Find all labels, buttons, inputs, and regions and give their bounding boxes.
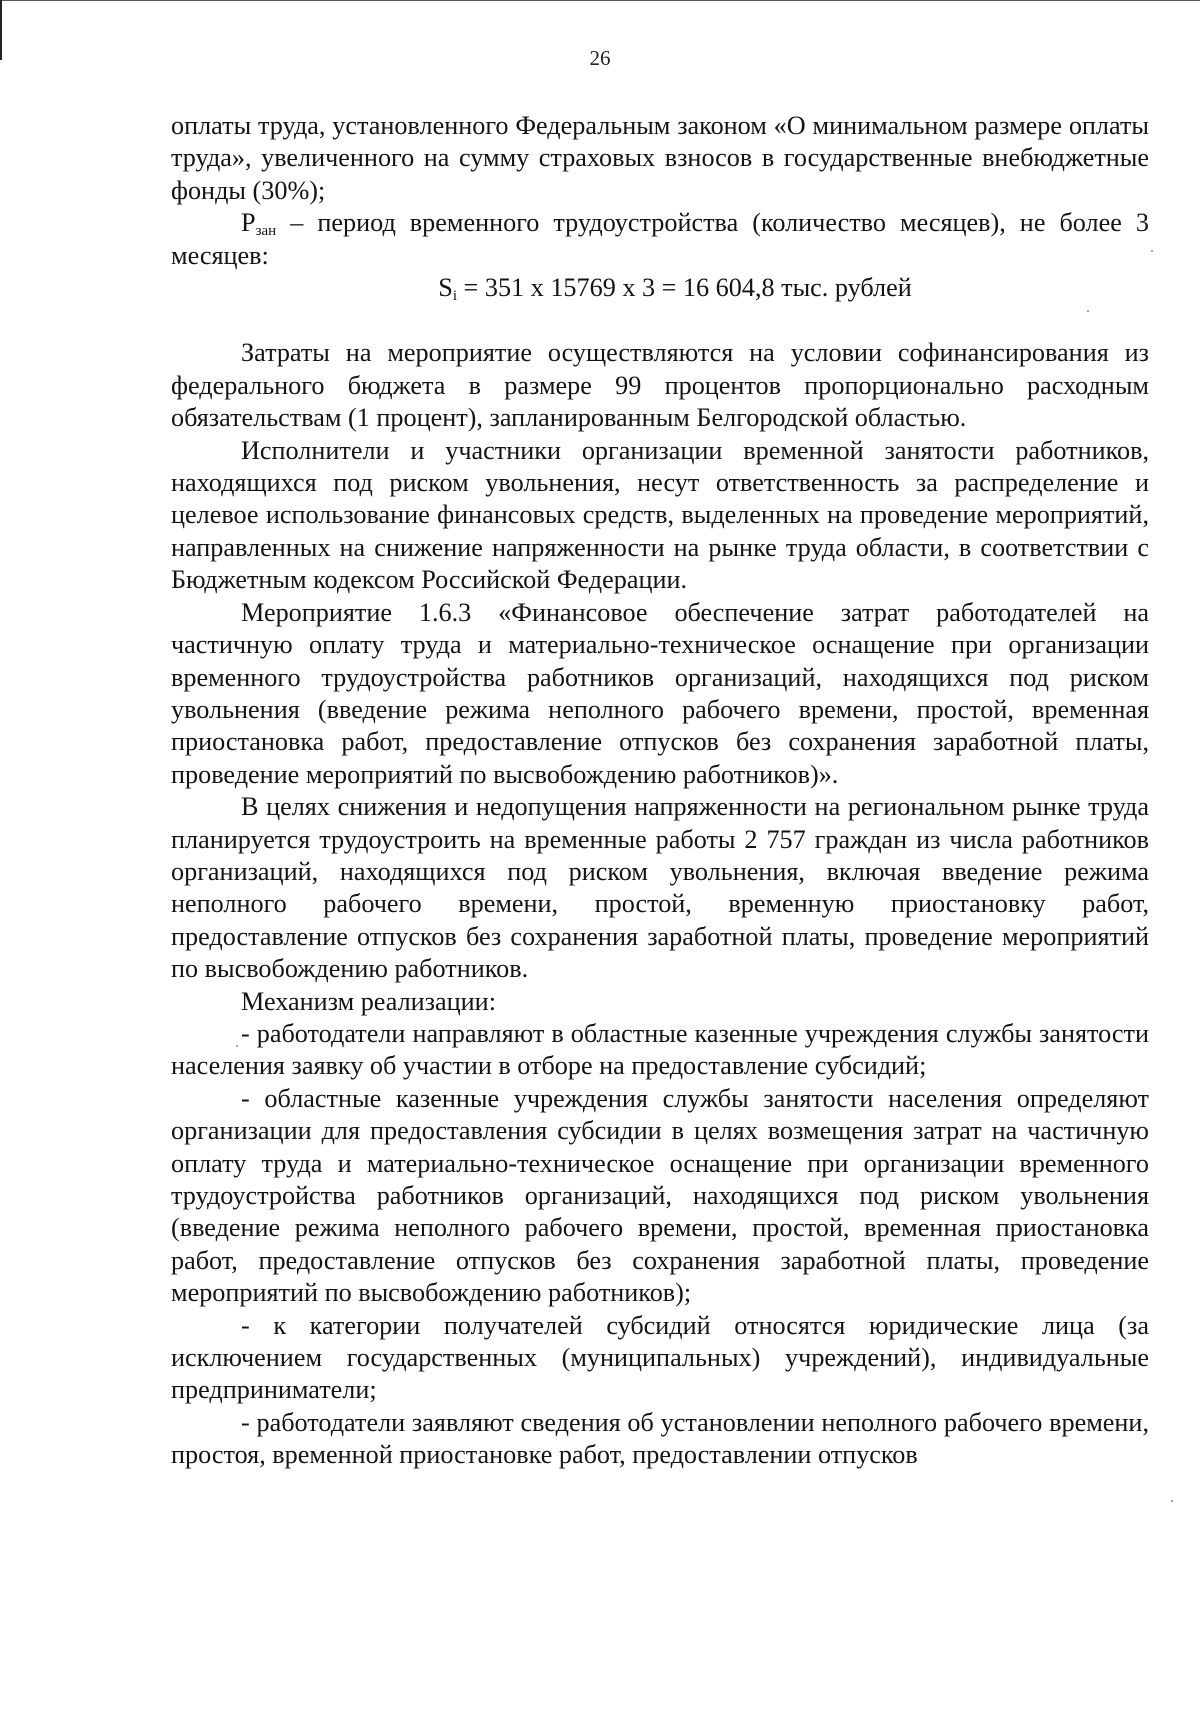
- paragraph-employment-goal: В целях снижения и недопущения напряженности на региональном рынке труда планируется трудоустроить на временные работы 2 757 граждан из числа работников организаций, находящихся под риском увольнения, включая введение режима неполного рабочего времени, простой, временную приостановку работ, предоставление отпусков без сохранения заработной платы, проведение мероприятий по высвобождению работников.: [171, 792, 1149, 984]
- period-definition-text: – период временного трудоустройства (количество месяцев), не более 3 месяцев:: [171, 208, 1149, 270]
- paragraph-mechanism-heading: Механизм реализации:: [241, 986, 496, 1016]
- scan-speck: [1087, 310, 1089, 312]
- page-number: 26: [589, 46, 611, 70]
- formula-line: [171, 272, 1149, 304]
- paragraph-period-definition: [171, 207, 1149, 272]
- period-subscript: зан: [255, 223, 277, 240]
- list-item-declaration: - работодатели заявляют сведения об установлении неполного рабочего времени, простоя, временной приостановке работ, предоставлении отпусков: [171, 1407, 1149, 1470]
- formula-symbol: S: [438, 273, 453, 303]
- scan-speck: [1151, 250, 1153, 252]
- period-symbol: Р: [241, 208, 256, 238]
- scan-speck: [236, 1045, 238, 1047]
- scan-edge-top: [0, 0, 1200, 1]
- paragraph-measure-1-6-3: Мероприятие 1.6.3 «Финансовое обеспечение затрат работодателей на частичную оплату труда и материально-техническое оснащение при организации временного трудоустройства работников организаций, находящихся под риском увольнения (введение режима неполного рабочего времени, простой, временная приостановка работ, предоставление отпусков без сохранения заработной платы, проведение мероприятий по высвобождению работников)».: [171, 597, 1149, 789]
- list-item-application: - работодатели направляют в областные казенные учреждения службы занятости населения заявку об участии в отборе на предоставление субсидий;: [171, 1018, 1149, 1081]
- paragraph-cofinancing: Затраты на мероприятие осуществляются на условии софинансирования из федерального бюджета в размере 99 процентов пропорционально расходным обязательствам (1 процент), запланированным Белгородской областью.: [171, 338, 1149, 433]
- list-item-recipients: - к категории получателей субсидий относятся юридические лица (за исключением государственных (муниципальных) учреждений), индивидуальные предприниматели;: [171, 1310, 1149, 1405]
- scan-speck: [1171, 1500, 1173, 1502]
- paragraph-responsibility: Исполнители и участники организации временной занятости работников, находящихся под риском увольнения, несут ответственность за распределение и целевое использование финансовых средств, выделенных на проведение мероприятий, направленных на снижение напряженности на рынке труда области, в соответствии с Бюджетным кодексом Российской Федерации.: [171, 435, 1149, 595]
- paragraph-continuation: оплаты труда, установленного Федеральным законом «О минимальном размере оплаты труда», увеличенного на сумму страховых взносов в государственные внебюджетные фонды (30%);: [171, 111, 1149, 205]
- formula-expression: = 351 х 15769 х 3 = 16 604,8 тыс. рублей: [456, 273, 912, 303]
- formula-subscript: i: [452, 288, 457, 305]
- list-item-selection: - областные казенные учреждения службы занятости населения определяют организации для предоставления субсидии в целях возмещения затрат на частичную оплату труда и материально-техническое оснащение при организации временного трудоустройства работников организаций, находящихся под риском увольнения (введение режима неполного рабочего времени, простой, временная приостановка работ, предоставление отпусков без сохранения заработной платы, проведение мероприятий по высвобождению работников);: [171, 1083, 1149, 1308]
- spacer: [171, 304, 1149, 337]
- document-body: [171, 110, 1149, 1472]
